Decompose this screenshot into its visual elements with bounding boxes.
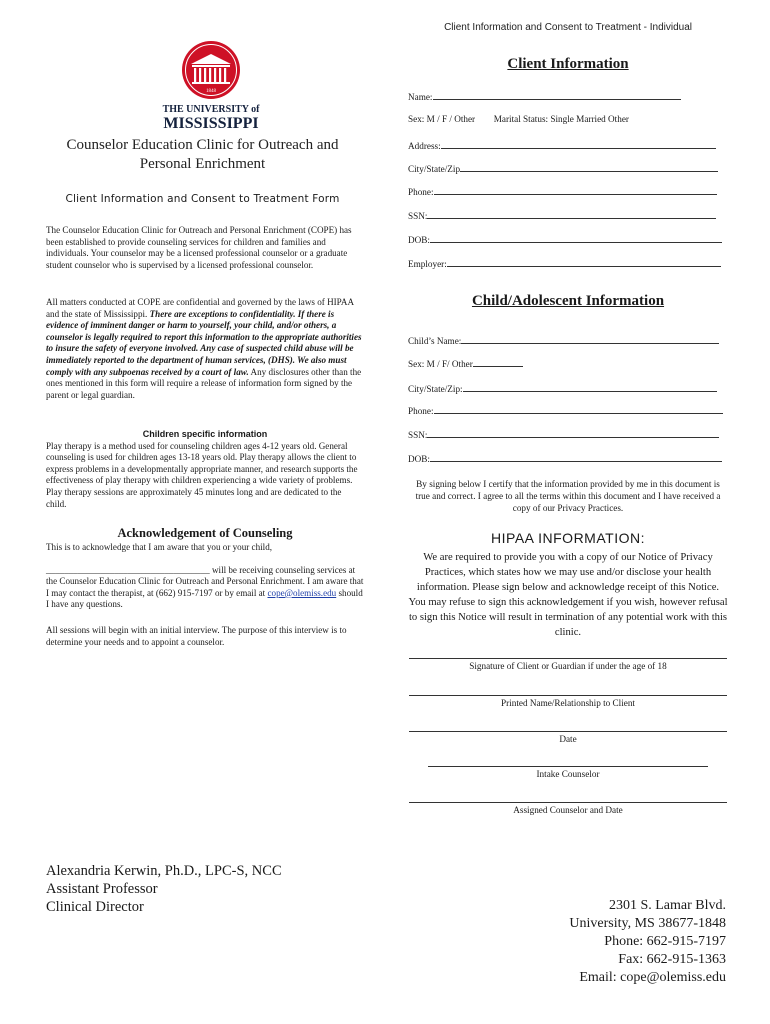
director-name: Alexandria Kerwin, Ph.D., LPC-S, NCC: [46, 863, 282, 879]
client-address-label: Address:: [408, 141, 441, 151]
child-name-field[interactable]: [408, 335, 728, 346]
child-city-field[interactable]: [408, 383, 728, 394]
intro-paragraph: The Counselor Education Clinic for Outreach and Personal Enrichment (COPE) has been established to provide counseling services for children and families and individuals. Your counselor may be a licensed professional counselor or a graduate student counselor who is supervised by a licensed professional counselor.: [46, 225, 352, 270]
child-sex-field[interactable]: [408, 358, 728, 369]
client-ssn-label: SSN:: [408, 211, 428, 221]
certify-statement: By signing below I certify that the information provided by me in this document is true and correct. I agree to all the terms within this document and I have received a copy of our Privacy Practices.: [415, 479, 721, 513]
assigned-counselor-field[interactable]: [408, 802, 728, 815]
child-sex-label: Sex: M / F/ Other: [408, 359, 473, 369]
form-title: Client Information and Consent to Treatment Form: [65, 193, 340, 205]
client-city-field[interactable]: [408, 163, 728, 174]
client-address-field[interactable]: [408, 140, 728, 151]
director-block: [46, 862, 282, 916]
address-street: 2301 S. Lamar Blvd.: [608, 898, 726, 913]
child-phone-label: Phone:: [408, 406, 434, 416]
printed-name-field[interactable]: [408, 695, 728, 708]
client-employer-label: Employer:: [408, 259, 447, 269]
client-name-field[interactable]: [408, 91, 728, 102]
confidentiality-paragraph: [46, 297, 364, 401]
signature-client-label: Signature of Client or Guardian if under the age of 18: [469, 661, 667, 671]
client-marital-label: Marital Status: Single Married Other: [493, 114, 629, 124]
address-phone: Phone: 662-915-7197: [604, 934, 726, 949]
client-employer-field[interactable]: [408, 258, 728, 269]
child-city-label: City/State/Zip:: [408, 384, 463, 394]
children-section: [46, 429, 364, 510]
client-sex-label: Sex: M / F / Other: [408, 114, 476, 124]
children-heading: Children specific information: [142, 429, 268, 439]
client-city-label: City/State/Zip: [408, 164, 461, 174]
confidentiality-tail: Any disclosures other than the ones mentioned in this form will require a release of information form signed by the parent or legal guardian.: [46, 366, 362, 400]
client-phone-field[interactable]: [408, 186, 728, 197]
address-email: Email: cope@olemiss.edu: [579, 970, 726, 985]
sessions-paragraph: All sessions will begin with an initial interview. The purpose of this interview is to determine your needs and to appoint a counselor.: [46, 625, 347, 647]
client-dob-label: DOB:: [408, 235, 430, 245]
date-label: Date: [559, 734, 577, 744]
child-name-blank[interactable]: ____________________________________: [46, 564, 210, 575]
intake-counselor-label: Intake Counselor: [536, 769, 600, 779]
client-info-title: Client Information: [507, 56, 629, 72]
hipaa-title: HIPAA INFORMATION:: [491, 530, 645, 546]
address-block: [569, 897, 726, 987]
document-header: Client Information and Consent to Treatment - Individual: [444, 22, 692, 33]
clinic-name-line2: Personal Enrichment: [139, 156, 266, 172]
address-fax: Fax: 662-915-1363: [618, 952, 726, 967]
director-title: Assistant Professor: [46, 881, 158, 897]
client-name-label: Name:: [408, 92, 433, 102]
child-ssn-label: SSN:: [408, 430, 428, 440]
logo-year: 1848: [206, 89, 216, 94]
director-role: Clinical Director: [46, 899, 144, 915]
confidentiality-exceptions: There are exceptions to confidentiality. If there is evidence of imminent danger or harm to yourself, your child, and/or others, a counselor is legally required to report this information to the appropriate authorities to insure the safety of everyone involved. Any case of suspected child abuse will be immediately reported to the department of human services, (DHS). We also must comply with any subpoenas received by a court of law.: [46, 308, 362, 377]
ack-line2: will be receiving counseling services at the Counselor Education Clinic for Outreach and Personal Enrichment. I am aware that I may contact the therapist, at (662) 915-7197 or by email at: [46, 564, 364, 598]
confidentiality-text: All matters conducted at COPE are confidential and governed by the laws of HIPAA and the state of Mississippi.: [46, 297, 354, 319]
date-field[interactable]: [408, 731, 728, 744]
client-phone-label: Phone:: [408, 187, 434, 197]
university-logo: [146, 40, 276, 140]
logo-line2: MISSISSIPPI: [163, 115, 259, 132]
signature-client-field[interactable]: [408, 658, 728, 671]
address-city: University, MS 38677-1848: [569, 916, 726, 931]
children-body: Play therapy is a method used for counseling children ages 4-12 years old. General counseling is used for children ages 13-18 years old. Play therapy allows the client to express problems in a developmentally appropriate manner, and research supports the effectiveness of play therapy with children experiencing a wide variety of problems. Play therapy sessions are approximately 45 minutes long and are dedicated to the child.: [46, 440, 358, 509]
child-name-label: Child’s Name:: [408, 336, 462, 346]
child-info-title: Child/Adolescent Information: [471, 293, 665, 309]
clinic-name-line1: Counselor Education Clinic for Outreach and: [66, 137, 339, 153]
ack-line2-tail: should I have any questions.: [46, 587, 363, 610]
child-dob-label: DOB:: [408, 454, 430, 464]
child-ssn-field[interactable]: [408, 429, 728, 440]
printed-name-label: Printed Name/Relationship to Client: [501, 698, 635, 708]
child-dob-field[interactable]: [408, 453, 728, 464]
ack-line1: This is to acknowledge that I am aware that you or your child,: [46, 542, 273, 552]
cope-email-link[interactable]: cope@olemiss.edu: [267, 587, 337, 598]
client-ssn-field[interactable]: [408, 210, 728, 221]
assigned-counselor-label: Assigned Counselor and Date: [513, 805, 623, 815]
intake-counselor-field[interactable]: [408, 766, 728, 779]
child-phone-field[interactable]: [408, 405, 728, 416]
client-sex-field[interactable]: [408, 114, 728, 124]
client-dob-field[interactable]: [408, 234, 728, 245]
clinic-name: [50, 136, 355, 174]
acknowledgement-paragraph: [46, 542, 364, 611]
acknowledgement-title: Acknowledgement of Counseling: [117, 526, 293, 540]
logo-line1: THE UNIVERSITY of: [162, 104, 260, 115]
hipaa-body: We are required to provide you with a copy of our Notice of Privacy Practices, which states how we may use and/or disclose your health information. Please sign below and acknowledge receipt of this Notice. You may refuse to sign this acknowledgement if you wish, however refusal to sign this Notice will result in termination of any potential work with this clinic.: [408, 552, 728, 638]
